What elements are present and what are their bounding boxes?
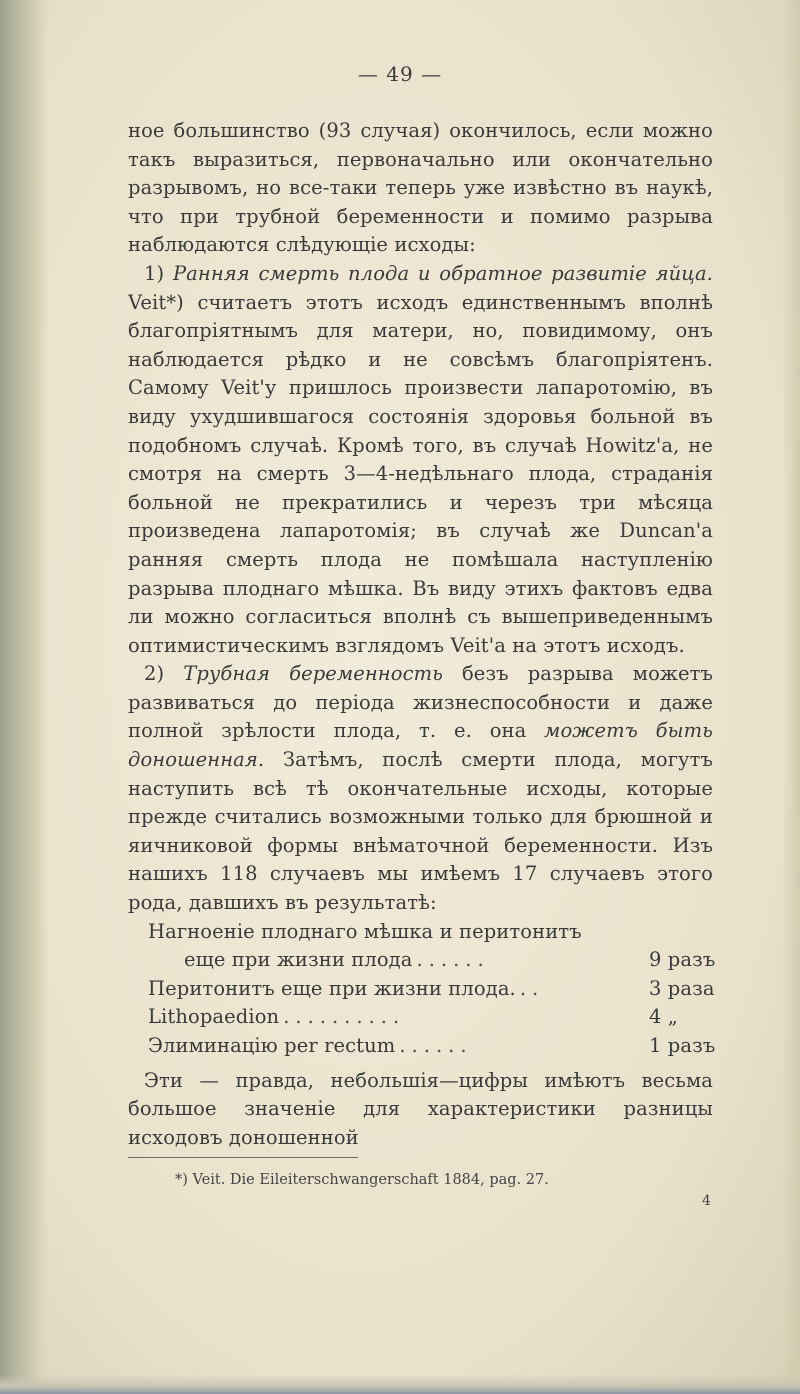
leader-dots: ...... — [416, 948, 490, 972]
outcome-1-text: Veit*) считаетъ этотъ исходъ единственнымъ вполнѣ благопріятнымъ для матери, но, повидимому, онъ наблюдается рѣдко и не совсѣмъ благопріятенъ. Самому Veit'у пришлось произвести лапаротомію, въ виду ухудшившагося состоянія здоровья больной въ подобномъ случаѣ. Кромѣ того, въ случаѣ Howitz'а, не смотря на смерть 3—4-недѣльнаго плода, страданія больной не прекратились и черезъ три мѣсяца произведена лапаротомія; въ случаѣ же Duncan'а ранняя смерть плода не помѣшала наступленію разрыва плоднаго мѣшка. Въ виду этихъ фактовъ едва ли можно согласиться вполнѣ съ вышеприведеннымъ оптимистическимъ взглядомъ Veit'а на этотъ исходъ. — [128, 290, 713, 657]
outcome-2-text-a: безъ разрыва можетъ развиваться до періода жизнеспособности и даже полной зрѣлости плода, т. е. она — [128, 662, 713, 743]
case-item-2 — [128, 975, 713, 1004]
case-label: Нагноеніе плоднаго мѣшка и перитонитъ — [148, 919, 582, 943]
case-count: 4 „ — [649, 1005, 679, 1029]
page-number: — 49 — — [357, 62, 443, 86]
case-label: Перитонитъ еще при жизни плода. — [148, 976, 516, 1000]
case-count: 1 разъ — [649, 1034, 716, 1057]
case-count: 9 разъ — [649, 948, 716, 972]
paragraph-outcome-2 — [128, 660, 713, 917]
paragraph-outcome-1 — [128, 260, 713, 660]
outcome-1-number: 1) — [144, 261, 165, 285]
outcome-2-text-b: Затѣмъ, послѣ смерти плода, могутъ наступить всѣ тѣ окончательные исходы, которые прежде считались возможными только для брюшной и яичниковой формы внѣматочной беременности. Изъ нашихъ 118 случаевъ мы имѣемъ 17 случаевъ этого рода, давшихъ въ результатѣ: — [128, 748, 713, 915]
printer-signature-mark: 4 — [702, 1193, 711, 1209]
case-label: еще при жизни плода — [184, 948, 413, 972]
body-block — [128, 117, 716, 1152]
page-bottom-edge — [0, 1374, 800, 1394]
footnote: *) Veit. Die Eileiterschwangerschaft 1884, pag. 27. — [175, 1172, 549, 1188]
page-right-edge — [782, 0, 800, 1394]
case-item-1-line1 — [128, 918, 713, 947]
footnote-rule — [128, 1157, 358, 1158]
case-label: Элиминацію per rectum — [148, 1034, 396, 1057]
outcome-2-emphasis: можетъ быть доношенная. — [128, 719, 713, 772]
outcome-1-heading: Ранняя смерть плода и обратное развитіе яйца. — [172, 261, 713, 285]
leader-dots: .......... — [283, 1005, 406, 1029]
paragraph-intro: ное большинство (93 случая) окончилось, если можно такъ выразиться, первоначально или окончательно разрывомъ, но все-таки теперь уже извѣстно въ наукѣ, что при трубной беременности и помимо разрыва наблюдаются слѣдующіе исходы: — [128, 119, 713, 257]
leader-dots: ...... — [399, 1034, 473, 1057]
leader-dots: .. — [519, 976, 545, 1000]
paragraph-conclusion: Эти — правда, небольшія—цифры имѣютъ весьма большое значеніе для характеристики разницы исходовъ доношенной — [128, 1068, 713, 1149]
outcome-case-list — [128, 918, 716, 1061]
outcome-2-number: 2) — [144, 662, 165, 686]
outcome-2-heading: Трубная беременность — [183, 662, 443, 686]
case-item-3 — [128, 1003, 713, 1032]
case-label: Lithopaedion — [148, 1005, 280, 1029]
case-count: 3 раза — [649, 976, 715, 1000]
case-item-1 — [128, 946, 716, 975]
page-left-edge — [0, 0, 48, 1394]
case-item-4 — [128, 1032, 716, 1061]
